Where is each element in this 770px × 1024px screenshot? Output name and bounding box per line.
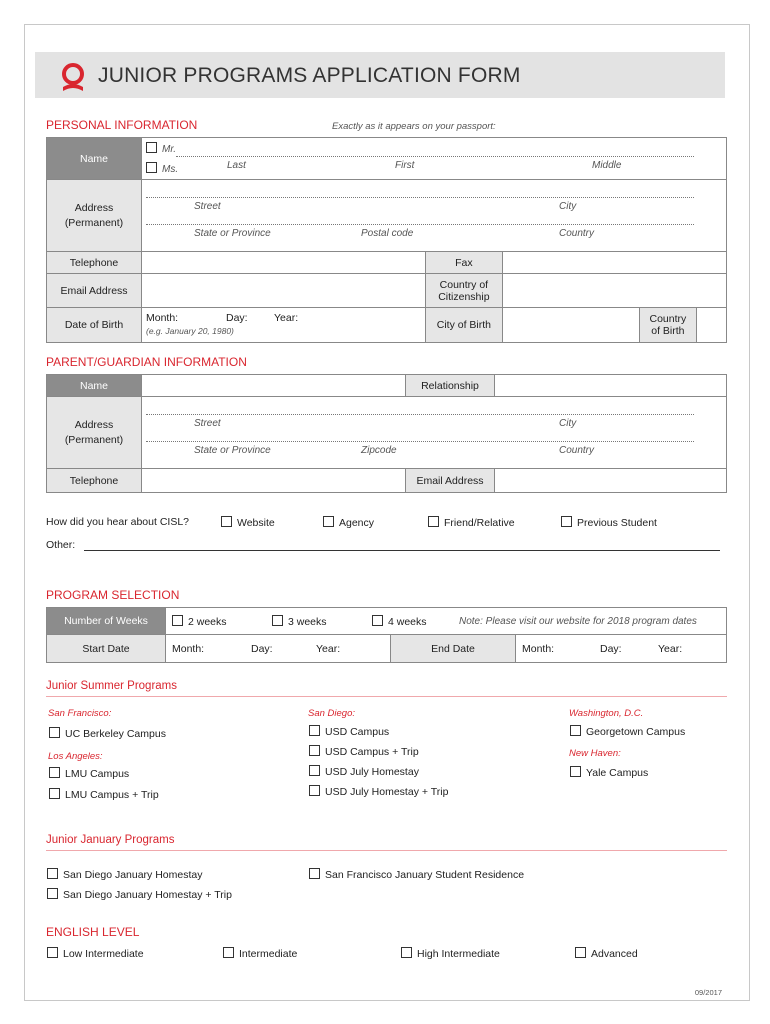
telephone-label: Telephone: [47, 252, 142, 274]
weeks-note: Note: Please visit our website for 2018 program dates: [459, 616, 697, 627]
start-date-field[interactable]: Month: Day: Year:: [166, 635, 391, 663]
city-of-birth-field[interactable]: [502, 308, 639, 343]
lmu-trip-checkbox[interactable]: [49, 788, 60, 799]
advanced-checkbox[interactable]: [575, 947, 586, 958]
parent-zipcode-label: Zipcode: [361, 445, 397, 456]
parent-country-label: Country: [559, 445, 595, 456]
name-line[interactable]: [176, 156, 694, 157]
friend-checkbox[interactable]: [428, 516, 439, 527]
parent-email-field[interactable]: [495, 469, 727, 493]
start-date-label: Start Date: [47, 635, 166, 663]
end-date-label: End Date: [391, 635, 516, 663]
street-label: Street: [194, 201, 221, 212]
january-title: Junior January Programs: [46, 834, 175, 846]
country-label: Country: [559, 228, 595, 239]
parent-address-cell: [142, 397, 727, 469]
weeks-label: Number of Weeks: [47, 608, 166, 635]
country-of-birth-field[interactable]: [697, 308, 726, 342]
sf-january-residence-checkbox[interactable]: [309, 868, 320, 879]
sd-january-homestay-checkbox[interactable]: [47, 868, 58, 879]
ms-label: Ms.: [162, 164, 179, 175]
program-section-title: PROGRAM SELECTION: [46, 588, 180, 602]
dob-example: (e.g. January 20, 1980): [146, 326, 234, 336]
usd-homestay-trip-checkbox[interactable]: [309, 785, 320, 796]
cisl-logo-icon: [60, 63, 86, 93]
parent-telephone-label: Telephone: [47, 469, 142, 493]
last-label: Last: [227, 160, 246, 171]
january-divider: [46, 850, 727, 851]
previous-student-checkbox[interactable]: [561, 516, 572, 527]
3-weeks-checkbox[interactable]: [272, 615, 283, 626]
parent-email-label: Email Address: [406, 469, 495, 493]
dob-month-label: Month:: [146, 312, 179, 324]
middle-label: Middle: [592, 160, 622, 171]
usd-trip-checkbox[interactable]: [309, 745, 320, 756]
state-label: State or Province: [194, 228, 271, 239]
hear-website: Website: [221, 516, 275, 529]
hear-friend: Friend/Relative: [428, 516, 515, 529]
passport-note: Exactly as it appears on your passport:: [332, 121, 496, 132]
city-of-birth-label: City of Birth: [425, 308, 502, 343]
nh-heading: New Haven:: [569, 748, 621, 759]
dob-field[interactable]: [142, 308, 426, 343]
personal-info-table: [46, 137, 727, 343]
parent-telephone-field[interactable]: [142, 469, 406, 493]
parent-city-label: City: [559, 418, 577, 429]
parent-street-label: Street: [194, 418, 221, 429]
relationship-field[interactable]: [495, 375, 727, 397]
mr-checkbox[interactable]: [146, 142, 157, 153]
summer-title: Junior Summer Programs: [46, 680, 178, 692]
website-checkbox[interactable]: [221, 516, 232, 527]
uc-berkeley-checkbox[interactable]: [49, 727, 60, 738]
low-intermediate-checkbox[interactable]: [47, 947, 58, 958]
citizenship-field[interactable]: [502, 274, 726, 308]
footer-date: 09/2017: [694, 988, 722, 997]
parent-state-label: State or Province: [194, 445, 271, 456]
parent-section-title: PARENT/GUARDIAN INFORMATION: [46, 355, 247, 369]
state-line[interactable]: [146, 224, 694, 225]
telephone-field[interactable]: [142, 252, 426, 274]
country-of-birth-cell: [639, 308, 726, 343]
mr-label: Mr.: [162, 144, 177, 155]
agency-checkbox[interactable]: [323, 516, 334, 527]
name-label: Name: [47, 138, 142, 180]
parent-state-line[interactable]: [146, 441, 694, 442]
email-field[interactable]: [142, 274, 426, 308]
hear-agency: Agency: [323, 516, 374, 529]
dob-day-label: Day:: [226, 312, 248, 324]
summer-divider: [46, 696, 727, 697]
la-heading: Los Angeles:: [48, 751, 103, 762]
sd-january-homestay-trip-checkbox[interactable]: [47, 888, 58, 899]
sf-heading: San Francisco:: [48, 708, 112, 719]
address-label: Address (Permanent): [47, 180, 142, 252]
parent-address-label: Address (Permanent): [47, 397, 142, 469]
program-table: [46, 607, 727, 663]
weeks-cell: 2 weeks 3 weeks 4 weeks Note: Please visit our website for 2018 program dates: [166, 608, 727, 635]
fax-label: Fax: [425, 252, 502, 274]
email-label: Email Address: [47, 274, 142, 308]
end-date-field[interactable]: Month: Day: Year:: [516, 635, 727, 663]
first-label: First: [395, 160, 415, 171]
dc-heading: Washington, D.C.: [569, 708, 644, 719]
address-cell: [142, 180, 727, 252]
2-weeks-checkbox[interactable]: [172, 615, 183, 626]
usd-homestay-checkbox[interactable]: [309, 765, 320, 776]
street-line[interactable]: [146, 197, 694, 198]
form-title: JUNIOR PROGRAMS APPLICATION FORM: [98, 64, 521, 87]
high-intermediate-checkbox[interactable]: [401, 947, 412, 958]
parent-name-field[interactable]: [142, 375, 406, 397]
other-field[interactable]: [84, 550, 720, 551]
georgetown-checkbox[interactable]: [570, 725, 581, 736]
sd-heading: San Diego:: [308, 708, 356, 719]
relationship-label: Relationship: [406, 375, 495, 397]
country-of-birth-label: Country of Birth: [640, 308, 697, 342]
dob-label: Date of Birth: [47, 308, 142, 343]
4-weeks-checkbox[interactable]: [372, 615, 383, 626]
form-header: [35, 52, 725, 98]
personal-section-title: PERSONAL INFORMATION: [46, 118, 198, 132]
parent-street-line[interactable]: [146, 414, 694, 415]
parent-name-label: Name: [47, 375, 142, 397]
name-cell: [142, 138, 727, 180]
other-label: Other:: [46, 539, 76, 551]
citizenship-label: Country of Citizenship: [425, 274, 502, 308]
parent-info-table: [46, 374, 727, 493]
dob-year-label: Year:: [274, 312, 299, 324]
intermediate-checkbox[interactable]: [223, 947, 234, 958]
lmu-campus-checkbox[interactable]: [49, 767, 60, 778]
yale-checkbox[interactable]: [570, 766, 581, 777]
english-title: ENGLISH LEVEL: [46, 925, 140, 939]
hear-question: How did you hear about CISL?: [46, 516, 190, 528]
hear-previous: Previous Student: [561, 516, 657, 529]
postal-label: Postal code: [361, 228, 414, 239]
fax-field[interactable]: [502, 252, 726, 274]
city-label: City: [559, 201, 577, 212]
ms-checkbox[interactable]: [146, 162, 157, 173]
usd-campus-checkbox[interactable]: [309, 725, 320, 736]
